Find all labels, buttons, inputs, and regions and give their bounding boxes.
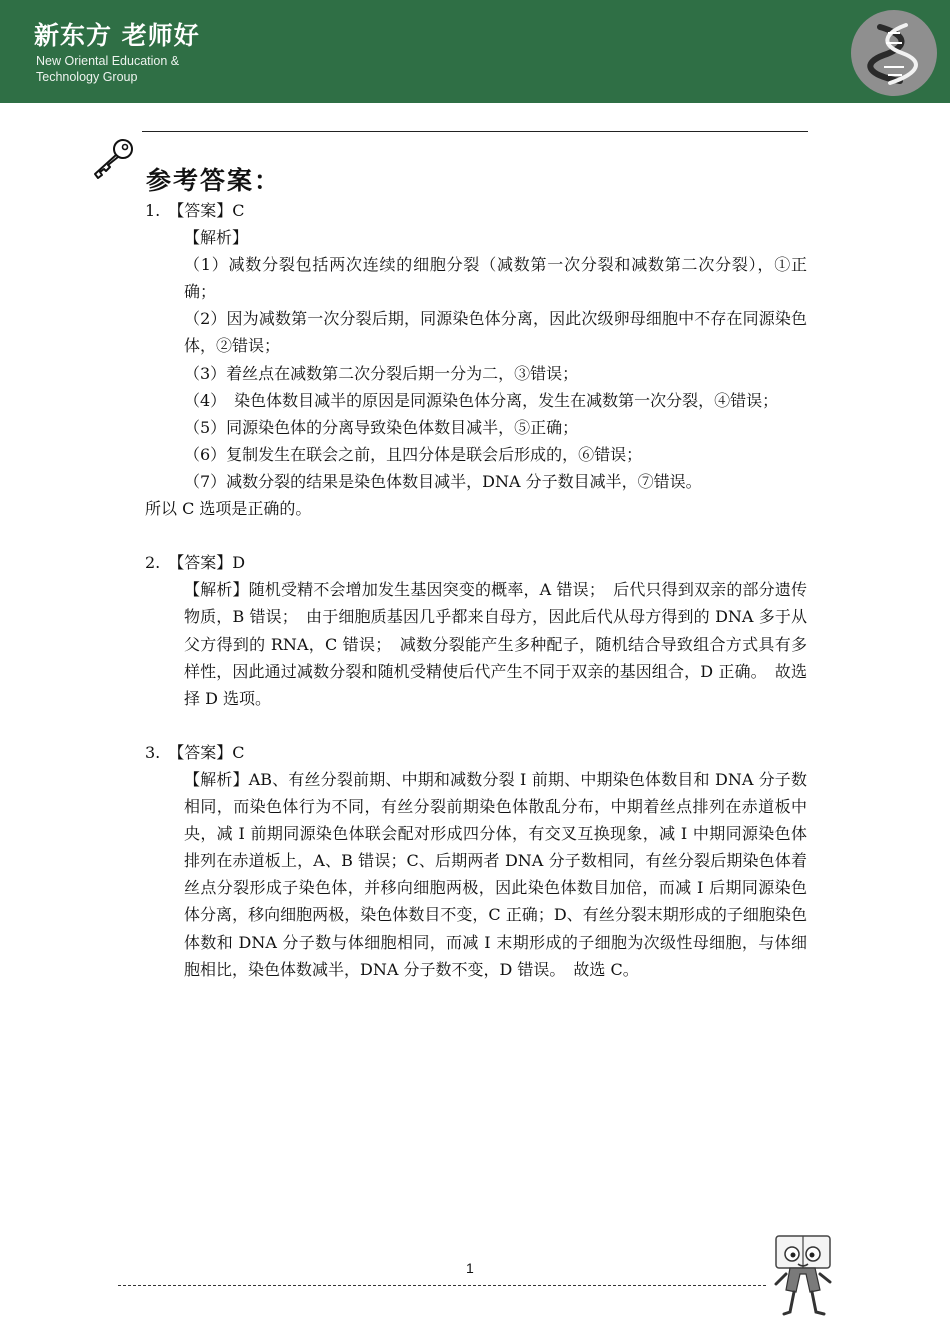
top-divider — [142, 131, 808, 132]
brand-en-line2: Technology Group — [36, 70, 138, 84]
q1-line-2: （2）因为减数第一次分裂后期，同源染色体分离，因此次级卵母细胞中不存在同源染色体，②错误； — [184, 309, 807, 356]
footer-divider — [118, 1285, 766, 1286]
dna-logo-icon — [850, 9, 938, 97]
brand-name-cn: 新东方 老师好 — [34, 21, 200, 50]
q1-line-7: （7）减数分裂的结果是染色体数目减半，DNA 分子数目减半，⑦错误。 — [184, 471, 702, 491]
spacer — [145, 712, 807, 739]
answers-title: 参考答案： — [146, 166, 282, 195]
q1-line-5: （5）同源染色体的分离导致染色体数目减半，⑤正确； — [184, 417, 579, 437]
q1-line-6: （6）复制发生在联会之前，且四分体是联会后形成的，⑥错误； — [184, 444, 643, 464]
q1-line-3: （3）着丝点在减数第二次分裂后期一分为二，③错误； — [184, 363, 579, 383]
q2-answer: 2. 【答案】D — [145, 553, 246, 573]
q1-conclusion: 所以 C 选项是正确的。 — [145, 499, 312, 519]
brand-en-line1: New Oriental Education & — [36, 54, 180, 68]
page-number: 1 — [466, 1260, 474, 1276]
q2-analysis: 【解析】随机受精不会增加发生基因突变的概率，A 错误； 后代只得到双亲的部分遗传物质，B 错误； 由于细胞质基因几乎都来自母方，因此后代从母方得到的 DNA 多于从父方得到的 RNA，C 错误； 减数分裂能产生多种配子，随机结合导致组合方式具有多样性，因此通过减数分裂和随机受精使后代产生不同于双亲的基因组合，D 正确。 故选择 D 选项。 — [184, 580, 807, 708]
spacer — [145, 522, 807, 549]
q1-answer: 1. 【答案】C — [145, 201, 245, 220]
q1-line-1: （1）减数分裂包括两次连续的细胞分裂（减数第一次分裂和减数第二次分裂），①正确； — [184, 255, 807, 302]
q1-line-4: （4） 染色体数目减半的原因是同源染色体分离，发生在减数第一次分裂，④错误； — [184, 390, 779, 410]
mascot-icon — [770, 1232, 834, 1316]
brand-name-en — [36, 53, 236, 85]
key-icon — [88, 136, 138, 182]
q3-analysis: 【解析】AB、有丝分裂前期、中期和减数分裂 Ⅰ 前期、中期染色体数目和 DNA 分子数相同，而染色体行为不同，有丝分裂前期染色体散乱分布，中期着丝点排列在赤道板中央，减 Ⅰ 前期同源染色体联会配对形成四分体，有交叉互换现象，减 Ⅰ 中期同源染色体排列在赤道板上，A、B 错误；C、后期两者 DNA 分子数相同，有丝分裂后期染色体着丝点分裂形成子染色体，并移向细胞两极，因此染色体数目加倍，而减 Ⅰ 后期同源染色体分离，移向细胞两极，染色体数目不变，C 正确；D、有丝分裂末期形成的子细胞染色体数和 DNA 分子数与体细胞相同，而减 Ⅰ 末期形成的子细胞为次级性母细胞，与体细胞相比，染色体数减半，DNA 分子数不变，D 错误。 故选 C。 — [184, 769, 807, 979]
header-bar — [0, 0, 950, 103]
answer-content — [145, 197, 807, 983]
q1-analysis-label: 【解析】 — [184, 228, 249, 248]
q3-answer: 3. 【答案】C — [145, 742, 245, 762]
